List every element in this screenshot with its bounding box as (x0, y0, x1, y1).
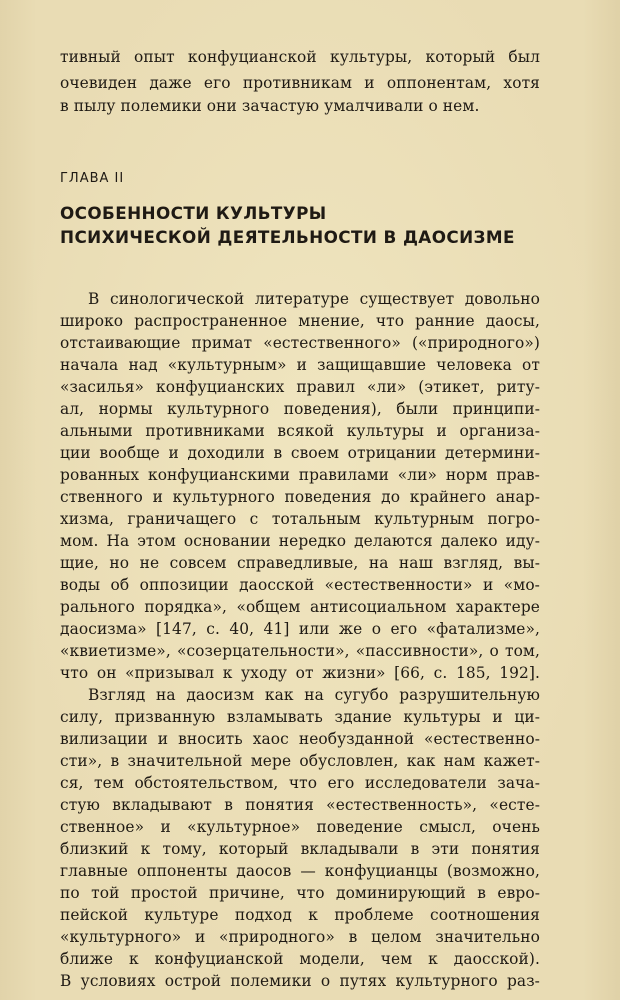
text-line: В условиях острой полемики о путях культурного раз- (60, 972, 540, 990)
text-line: мом. На этом основании нередко делаются далеко иду- (60, 532, 540, 550)
text-line: альными противниками всякой культуры и организа- (60, 422, 540, 440)
text-line: В синологической литературе существует довольно (88, 290, 540, 308)
text-line: «засилья» конфуцианских правил «ли» (этикет, риту- (60, 378, 540, 396)
text-line: ближе к конфуцианской модели, чем к даосской). (60, 950, 540, 968)
text-line: хизма, граничащего с тотальным культурным погро- (60, 510, 540, 528)
text-line: пейской культуре подход к проблеме соотношения (60, 906, 540, 924)
text-line: главные оппоненты даосов — конфуцианцы (возможно, (60, 862, 540, 880)
text-line: начала над «культурным» и защищавшие человека от (60, 356, 540, 374)
text-line: близкий к тому, который вкладывали в эти понятия (60, 840, 540, 858)
text-line: что он «призывал к уходу от жизни» [66, с. 185, 192]. (60, 664, 540, 682)
text-line: сти», в значительной мере обусловлен, как нам кажет- (60, 752, 540, 770)
chapter-title-line: ОСОБЕННОСТИ КУЛЬТУРЫ (60, 203, 327, 223)
text-line: щие, но не совсем справедливые, на наш взгляд, вы- (60, 554, 540, 572)
text-line: отстаивающие примат «естественного» («природного») (60, 334, 540, 352)
text-line: очевиден даже его противникам и оппонентам, хотя (60, 74, 540, 92)
text-line: ции вообще и доходили в своем отрицании детермини- (60, 444, 540, 462)
text-line: в пылу полемики они зачастую умалчивали о нем. (60, 97, 480, 115)
text-line: «квиетизме», «созерцательности», «пассивности», о том, (60, 642, 540, 660)
text-line: «культурного» и «природного» в целом значительно (60, 928, 540, 946)
text-line: ственного и культурного поведения до крайнего анар- (60, 488, 540, 506)
text-line: тивный опыт конфуцианской культуры, который был (60, 48, 540, 66)
text-line: широко распространенное мнение, что ранние даосы, (60, 312, 540, 330)
text-line: рального порядка», «общем антисоциальном характере (60, 598, 540, 616)
text-line: ственное» и «культурное» поведение смысл, очень (60, 818, 540, 836)
text-line: рованных конфуцианскими правилами «ли» норм прав- (60, 466, 540, 484)
chapter-title-line: ПСИХИЧЕСКОЙ ДЕЯТЕЛЬНОСТИ В ДАОСИЗМЕ (60, 227, 515, 247)
text-line: ся, тем обстоятельством, что его исследователи зача- (60, 774, 540, 792)
text-line: по той простой причине, что доминирующий в евро- (60, 884, 540, 902)
text-line: ал, нормы культурного поведения), были принципи- (60, 400, 540, 418)
text-line: Взгляд на даосизм как на сугубо разрушительную (88, 686, 540, 704)
text-line: стую вкладывают в понятия «естественность», «есте- (60, 796, 540, 814)
chapter-label: ГЛАВА II (60, 171, 125, 186)
text-line: даосизма» [147, с. 40, 41] или же о его «фатализме», (60, 620, 540, 638)
text-line: силу, призванную взламывать здание культуры и ци- (60, 708, 540, 726)
text-line: воды об оппозиции даосской «естественности» и «мо- (60, 576, 540, 594)
text-line: вилизации и вносить хаос необузданной «естественно- (60, 730, 540, 748)
